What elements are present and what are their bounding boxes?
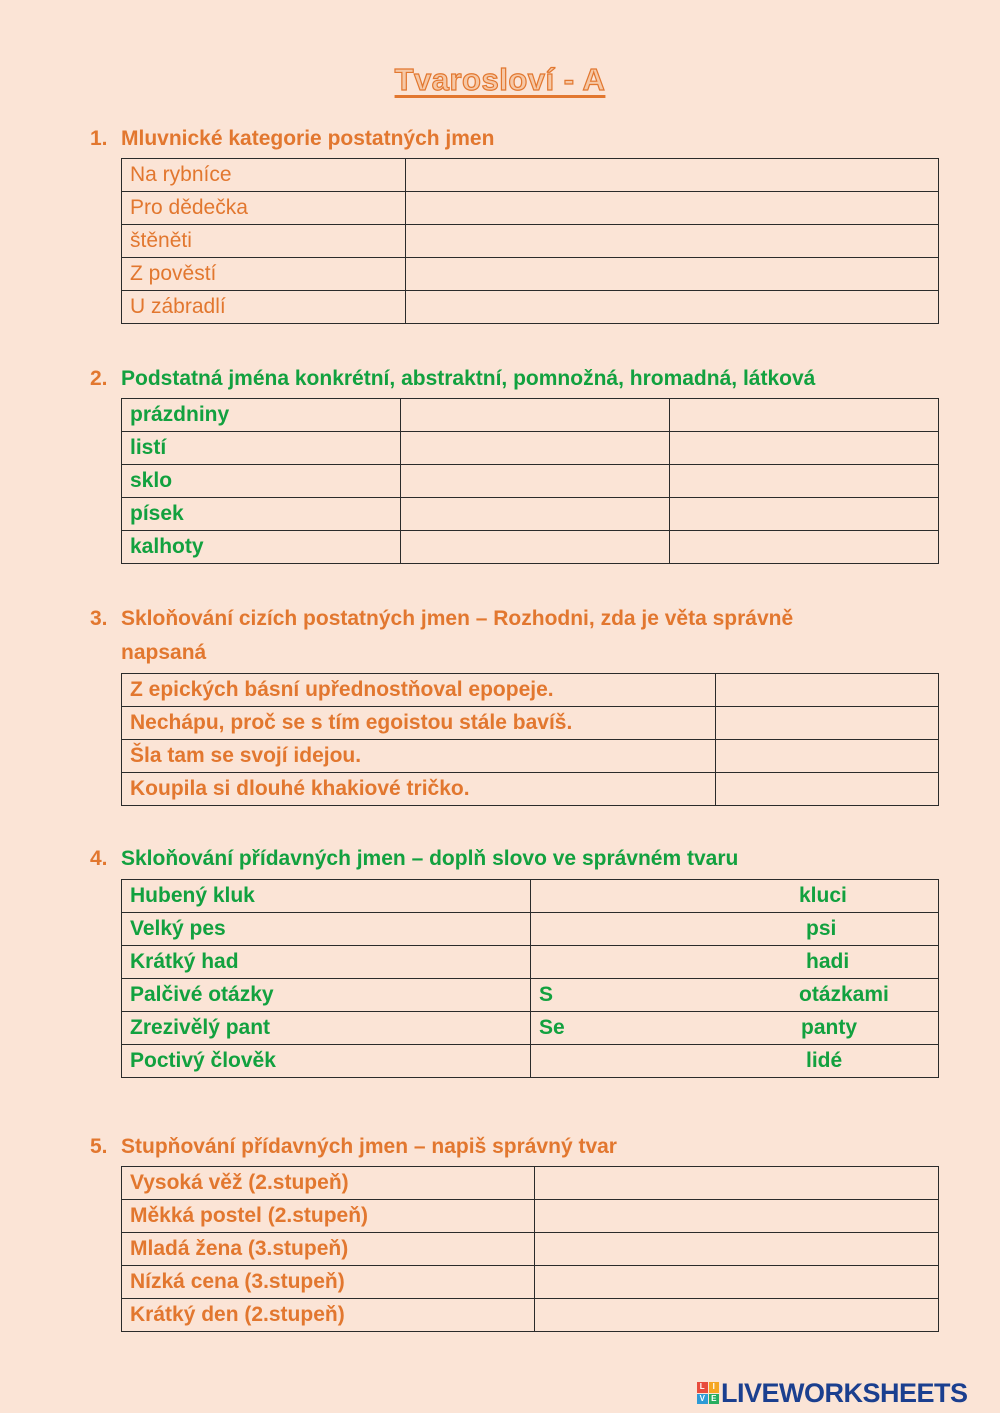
answer-cell[interactable] [670,465,939,498]
table-row [122,291,939,324]
noun-text: lidé [806,1049,843,1072]
word-cell: kalhoty [122,531,401,564]
sentence-cell: Koupila si dlouhé khakiové tričko. [122,773,716,806]
table-row [122,465,939,498]
table-row [122,880,939,913]
section-4-heading [90,842,921,876]
prefix-text [539,946,806,978]
answer-cell[interactable] [716,773,939,806]
table-row [122,979,939,1012]
noun-text: kluci [799,884,847,907]
table-row [122,498,939,531]
answer-cell[interactable] [535,1299,939,1332]
section-number: 5. [90,1135,108,1158]
liveworksheets-logo [697,1376,968,1410]
phrase-cell: Poctivý člověk [122,1045,531,1078]
section-3-table [121,673,939,806]
answer-cell[interactable] [531,880,939,913]
table-row [122,946,939,979]
word-cell: prázdniny [122,399,401,432]
table-row [122,1299,939,1332]
section-number: 4. [90,847,108,870]
noun-text: hadi [806,950,850,973]
answer-cell[interactable] [406,258,939,291]
section-number: 1. [90,127,108,150]
phrase-cell: Vysoká věž (2.stupeň) [122,1167,535,1200]
table-row [122,1012,939,1045]
table-row [122,1266,939,1299]
logo-letter: L [697,1382,708,1393]
table-row [122,1233,939,1266]
word-cell: štěněti [122,225,406,258]
section-2-table [121,398,939,564]
phrase-cell: Hubený kluk [122,880,531,913]
table-row [122,258,939,291]
section-2-heading [90,362,941,396]
answer-cell[interactable] [531,979,939,1012]
word-cell: Pro dědečka [122,192,406,225]
noun-text: psi [806,917,837,940]
section-title: Mluvnické kategorie postatných jmen [121,127,495,150]
answer-cell[interactable] [406,159,939,192]
section-number: 3. [90,607,108,630]
noun-text: panty [801,1016,858,1039]
prefix-text [539,1045,806,1077]
table-row [122,1167,939,1200]
phrase-cell: Zrezivělý pant [122,1012,531,1045]
answer-cell[interactable] [401,465,670,498]
phrase-cell: Nízká cena (3.stupeň) [122,1266,535,1299]
phrase-cell: Palčivé otázky [122,979,531,1012]
word-cell: Na rybníce [122,159,406,192]
word-cell: sklo [122,465,401,498]
section-title [121,602,921,670]
phrase-cell: Měkká postel (2.stupeň) [122,1200,535,1233]
logo-letter: V [697,1394,708,1405]
answer-cell[interactable] [401,432,670,465]
word-cell: listí [122,432,401,465]
table-row [122,1200,939,1233]
answer-cell[interactable] [535,1167,939,1200]
answer-cell[interactable] [535,1233,939,1266]
logo-text: LIVEWORKSHEETS [721,1377,968,1408]
section-title: Podstatná jména konkrétní, abstraktní, pomnožná, hromadná, látková [121,367,816,390]
answer-cell[interactable] [531,1012,939,1045]
phrase-cell: Krátký had [122,946,531,979]
answer-cell[interactable] [716,740,939,773]
table-row [122,740,939,773]
answer-cell[interactable] [401,498,670,531]
answer-cell[interactable] [716,707,939,740]
section-3-heading [90,602,921,670]
answer-cell[interactable] [670,432,939,465]
table-row [122,913,939,946]
table-row [122,674,939,707]
logo-letter: E [709,1394,720,1405]
answer-cell[interactable] [531,913,939,946]
table-row [122,159,939,192]
prefix-text: Se [539,1016,565,1039]
page-title: Tvarosloví - A [394,62,606,97]
section-5-table [121,1166,939,1332]
section-title-line-1: Skloňování cizích postatných jmen – Rozhodni, zda je věta správně [121,607,794,630]
table-row [122,773,939,806]
sentence-cell: Nechápu, proč se s tím egoistou stále bavíš. [122,707,716,740]
word-cell: Z pověstí [122,258,406,291]
sentence-cell: Šla tam se svojí idejou. [122,740,716,773]
section-title: Stupňování přídavných jmen – napiš správný tvar [121,1135,617,1158]
answer-cell[interactable] [670,498,939,531]
table-row [122,1045,939,1078]
section-4-table [121,879,939,1078]
answer-cell[interactable] [535,1266,939,1299]
phrase-cell: Velký pes [122,913,531,946]
word-cell: U zábradlí [122,291,406,324]
section-1-heading [90,122,921,156]
answer-cell[interactable] [670,399,939,432]
section-title-line-2: napsaná [121,641,207,664]
answer-cell[interactable] [531,946,939,979]
phrase-cell: Krátký den (2.stupeň) [122,1299,535,1332]
answer-cell[interactable] [401,531,670,564]
answer-cell[interactable] [535,1200,939,1233]
answer-cell[interactable] [716,674,939,707]
prefix-text [539,880,799,912]
prefix-text [539,913,806,945]
answer-cell[interactable] [406,291,939,324]
answer-cell[interactable] [670,531,939,564]
table-row [122,707,939,740]
section-1-table [121,158,939,324]
table-row [122,432,939,465]
prefix-text: S [539,983,554,1006]
answer-cell[interactable] [406,192,939,225]
word-cell: písek [122,498,401,531]
table-row [122,225,939,258]
section-number: 2. [90,367,108,390]
phrase-cell: Mladá žena (3.stupeň) [122,1233,535,1266]
section-5-heading [90,1130,921,1164]
logo-letter: I [709,1382,720,1393]
table-row [122,531,939,564]
table-row [122,192,939,225]
noun-text: otázkami [799,983,889,1006]
answer-cell[interactable] [531,1045,939,1078]
logo-mark-icon [697,1382,719,1404]
sentence-cell: Z epických básní upřednostňoval epopeje. [122,674,716,707]
section-title: Skloňování přídavných jmen – doplň slovo ve správném tvaru [121,847,739,870]
table-row [122,399,939,432]
answer-cell[interactable] [401,399,670,432]
answer-cell[interactable] [406,225,939,258]
